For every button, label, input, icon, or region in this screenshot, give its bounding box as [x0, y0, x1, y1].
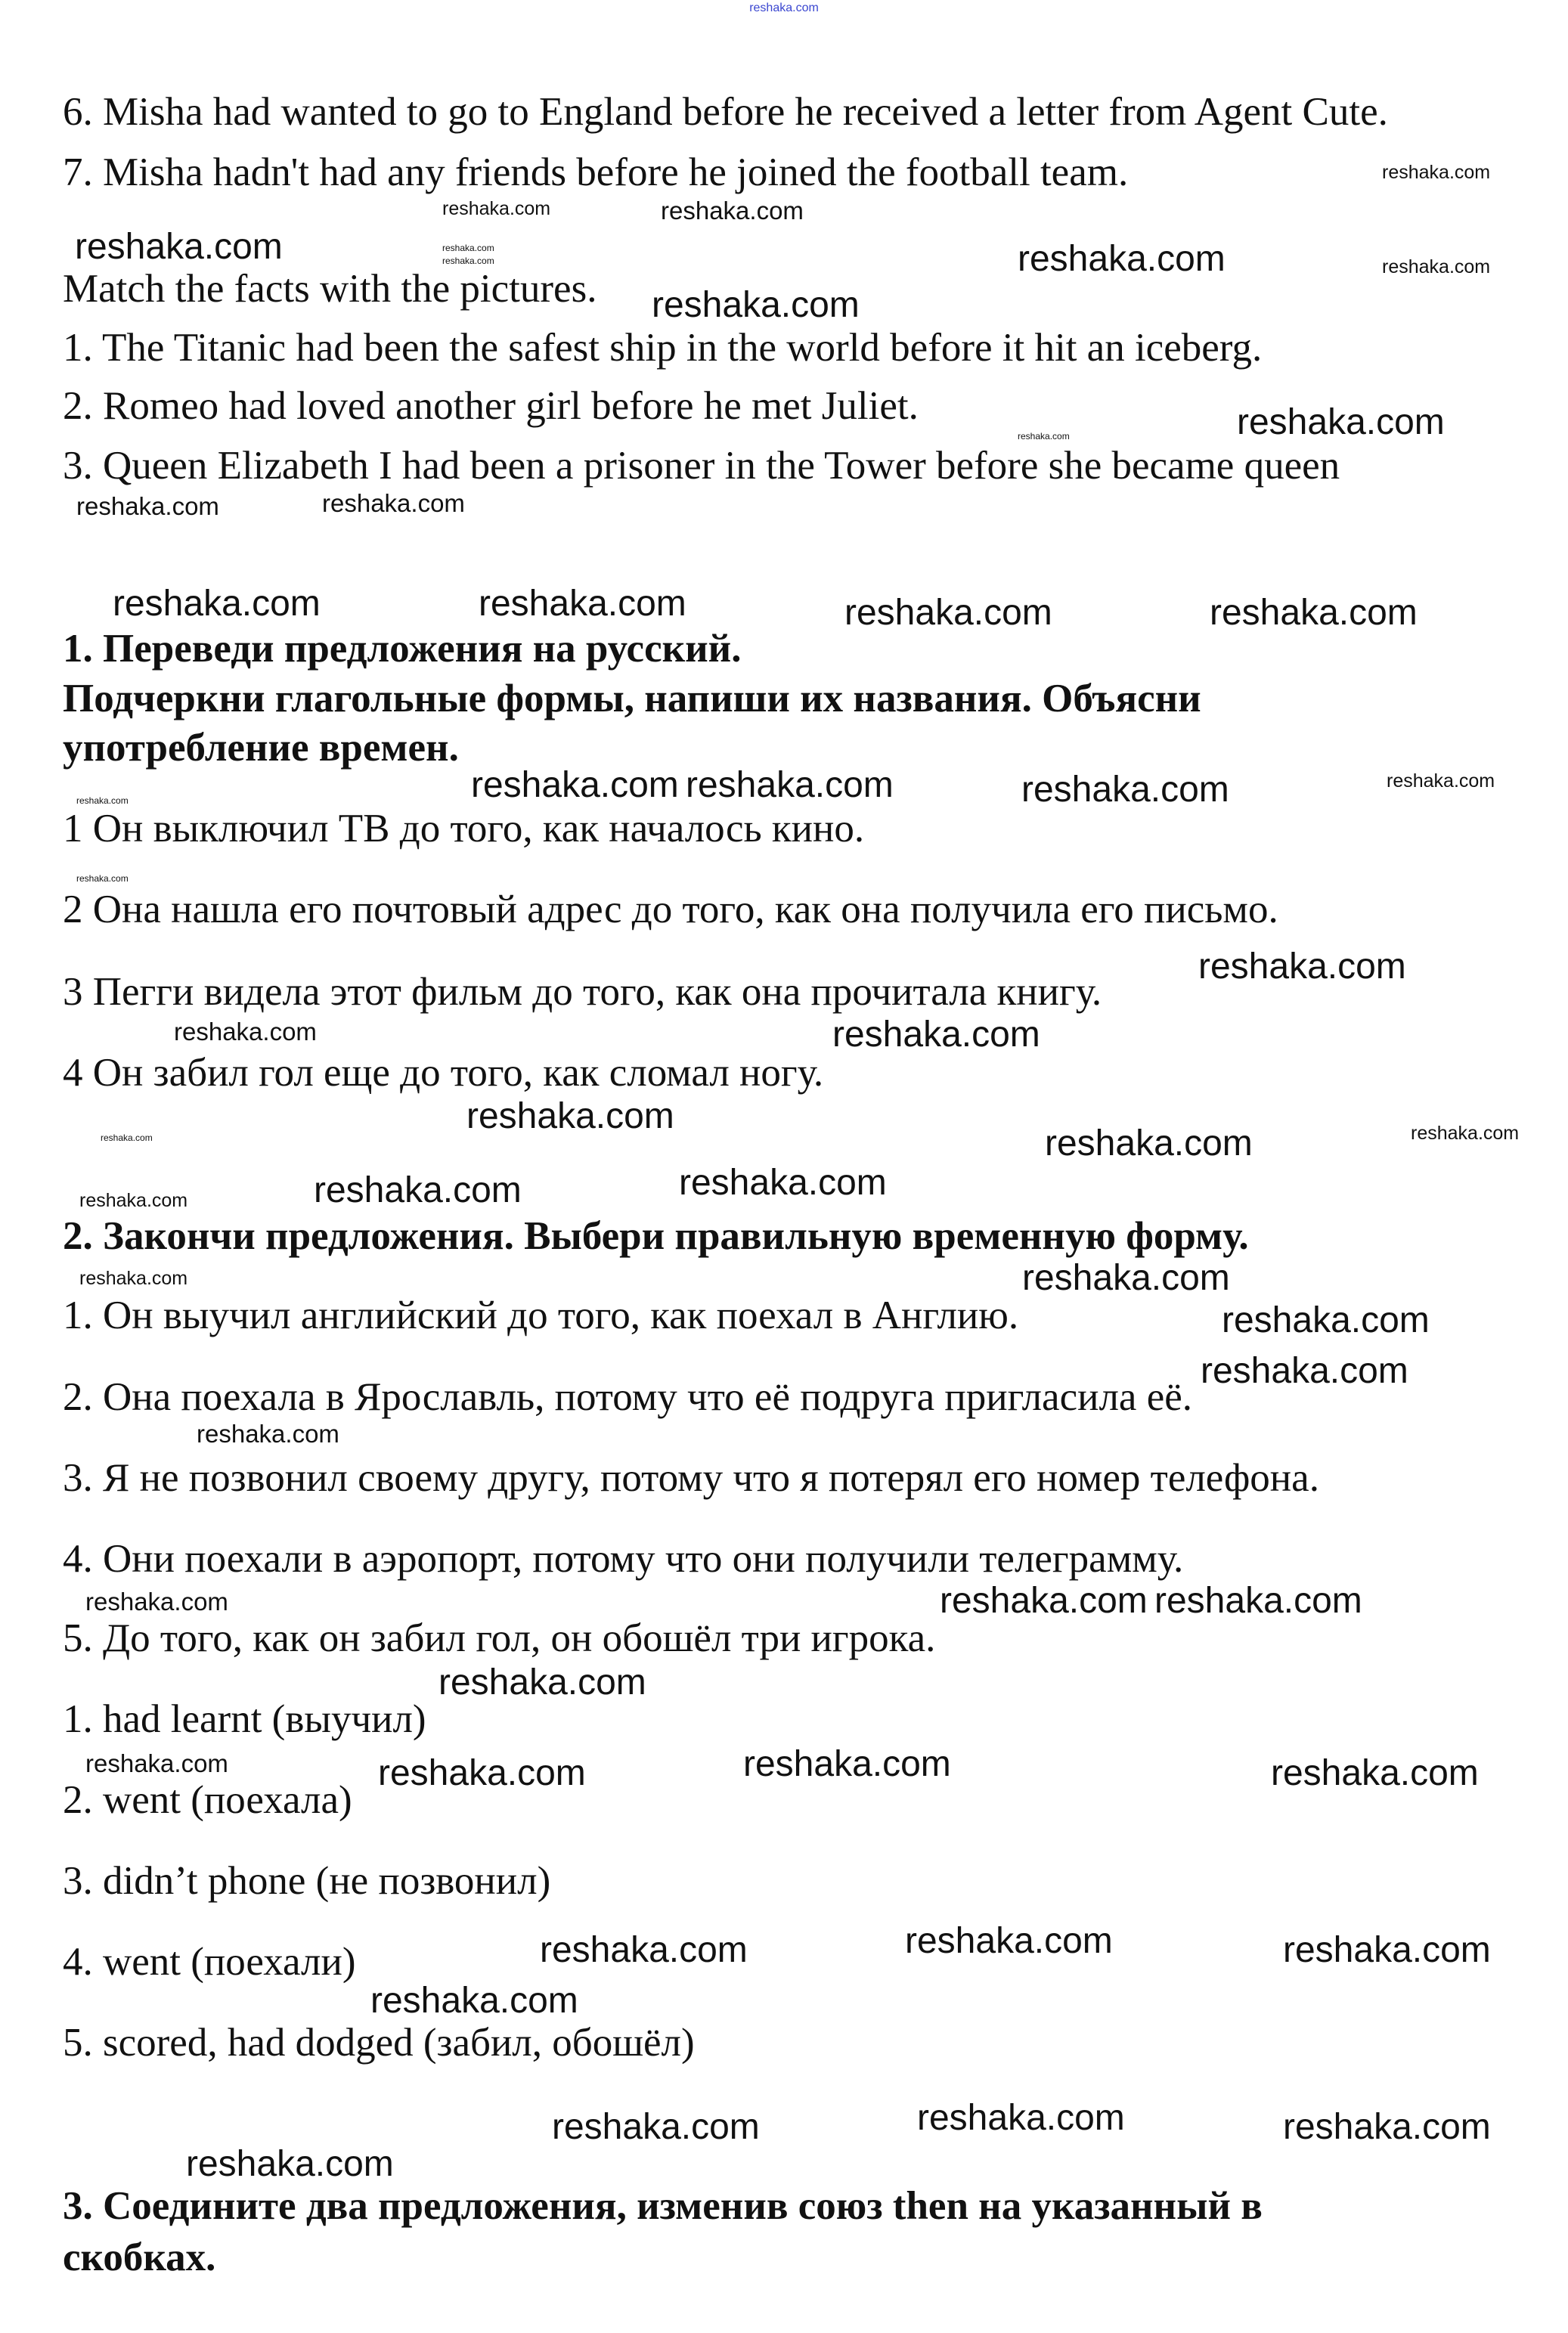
watermark: reshaka.com	[79, 1189, 188, 1211]
watermark: reshaka.com	[552, 2107, 760, 2147]
fact: 2. Romeo had loved another girl before he met Juliet.	[63, 384, 919, 428]
watermark: reshaka.com	[1283, 2107, 1491, 2147]
sentence: 3 Пегги видела этот фильм до того, как она прочитала книгу.	[63, 970, 1102, 1014]
watermark: reshaka.com	[1021, 770, 1229, 810]
sentence: 5. До того, как он забил гол, он обошёл три игрока.	[63, 1616, 936, 1660]
watermark: reshaka.com	[1271, 1753, 1479, 1793]
watermark: reshaka.com	[1237, 402, 1445, 442]
watermark: reshaka.com	[322, 488, 465, 517]
watermark: reshaka.com	[113, 584, 321, 624]
watermark: reshaka.com	[197, 1419, 339, 1448]
task1-title: 1. Переведи предложения на русский.	[63, 627, 742, 671]
sentence: 7. Misha hadn't had any friends before he joined the football team.	[63, 150, 1129, 194]
watermark: reshaka.com	[1018, 431, 1070, 442]
watermark: reshaka.com	[743, 1744, 951, 1784]
fact: 3. Queen Elizabeth I had been a prisoner in the Tower before she became queen	[63, 444, 1340, 488]
fact: 1. The Titanic had been the safest ship in the world before it hit an iceberg.	[63, 326, 1263, 370]
watermark: reshaka.com	[1382, 256, 1491, 277]
watermark: reshaka.com	[1198, 947, 1406, 987]
watermark: reshaka.com	[1210, 593, 1418, 633]
watermark: reshaka.com	[370, 1981, 578, 2021]
watermark: reshaka.com	[479, 584, 686, 624]
watermark: reshaka.com	[1022, 1258, 1230, 1298]
watermark: reshaka.com	[661, 196, 804, 225]
watermark: reshaka.com	[76, 491, 219, 520]
watermark: reshaka.com	[438, 1662, 646, 1703]
watermark: reshaka.com	[101, 1132, 153, 1143]
watermark: reshaka.com	[1201, 1351, 1408, 1391]
sentence: 6. Misha had wanted to go to England before he received a letter from Agent Cute.	[63, 90, 1388, 134]
task3-title: 3. Соедините два предложения, изменив союз then на указанный в	[63, 2184, 1263, 2228]
task1-title: употребление времен.	[63, 726, 459, 770]
watermark: reshaka.com	[1045, 1123, 1253, 1163]
sentence: 4. Они поехали в аэропорт, потому что они получили телеграмму.	[63, 1537, 1184, 1581]
answer: 1. had learnt (выучил)	[63, 1697, 426, 1741]
watermark: reshaka.com	[1154, 1581, 1362, 1621]
watermark: reshaka.com	[466, 1096, 674, 1136]
watermark: reshaka.com	[442, 256, 494, 266]
sentence: 2 Она нашла его почтовый адрес до того, как она получила его письмо.	[63, 888, 1278, 931]
watermark: reshaka.com	[917, 2098, 1125, 2138]
sentence: 1 Он выключил ТВ до того, как началось кино.	[63, 807, 865, 850]
watermark: reshaka.com	[314, 1170, 522, 1210]
watermark: reshaka.com	[652, 285, 860, 325]
watermark: reshaka.com	[471, 765, 679, 805]
sentence: 3. Я не позвонил своему другу, потому что я потерял его номер телефона.	[63, 1456, 1319, 1500]
watermark: reshaka.com	[79, 1267, 188, 1289]
watermark: reshaka.com	[1387, 770, 1495, 792]
task2-title: 2. Закончи предложения. Выбери правильную временную форму.	[63, 1214, 1249, 1258]
watermark: reshaka.com	[1283, 1930, 1491, 1970]
watermark: reshaka.com	[540, 1930, 748, 1970]
watermark: reshaka.com	[442, 197, 551, 219]
watermark: reshaka.com	[844, 593, 1052, 633]
answer: 4. went (поехали)	[63, 1940, 356, 1984]
answer: 5. scored, had dodged (забил, обошёл)	[63, 2021, 695, 2065]
watermark: reshaka.com	[76, 873, 129, 884]
watermark: reshaka.com	[832, 1015, 1040, 1055]
watermark: reshaka.com	[85, 1587, 228, 1616]
watermark: reshaka.com	[1222, 1300, 1430, 1340]
section-title: Match the facts with the pictures.	[63, 267, 597, 311]
task3-title: скобках.	[63, 2235, 216, 2279]
watermark: reshaka.com	[174, 1017, 317, 1046]
watermark: reshaka.com	[442, 243, 494, 253]
sentence: 4 Он забил гол еще до того, как сломал ногу.	[63, 1051, 824, 1095]
watermark: reshaka.com	[1018, 239, 1226, 279]
watermark: reshaka.com	[679, 1163, 887, 1203]
answer: 3. didn’t phone (не позвонил)	[63, 1859, 551, 1903]
watermark: reshaka.com	[905, 1921, 1113, 1961]
sentence: 2. Она поехала в Ярославль, потому что её подруга пригласила её.	[63, 1375, 1192, 1419]
watermark: reshaka.com	[85, 1749, 228, 1777]
watermark: reshaka.com	[75, 227, 283, 267]
task1-title: Подчеркни глагольные формы, напиши их названия. Объясни	[63, 677, 1201, 720]
watermark: reshaka.com	[1382, 161, 1491, 183]
answer: 2. went (поехала)	[63, 1778, 352, 1822]
site-link[interactable]: reshaka.com	[749, 2, 819, 14]
watermark: reshaka.com	[1411, 1122, 1520, 1144]
watermark: reshaka.com	[76, 795, 129, 806]
watermark: reshaka.com	[940, 1581, 1148, 1621]
watermark: reshaka.com	[686, 765, 894, 805]
watermark: reshaka.com	[186, 2144, 394, 2184]
watermark: reshaka.com	[378, 1753, 586, 1793]
sentence: 1. Он выучил английский до того, как поехал в Англию.	[63, 1294, 1019, 1337]
